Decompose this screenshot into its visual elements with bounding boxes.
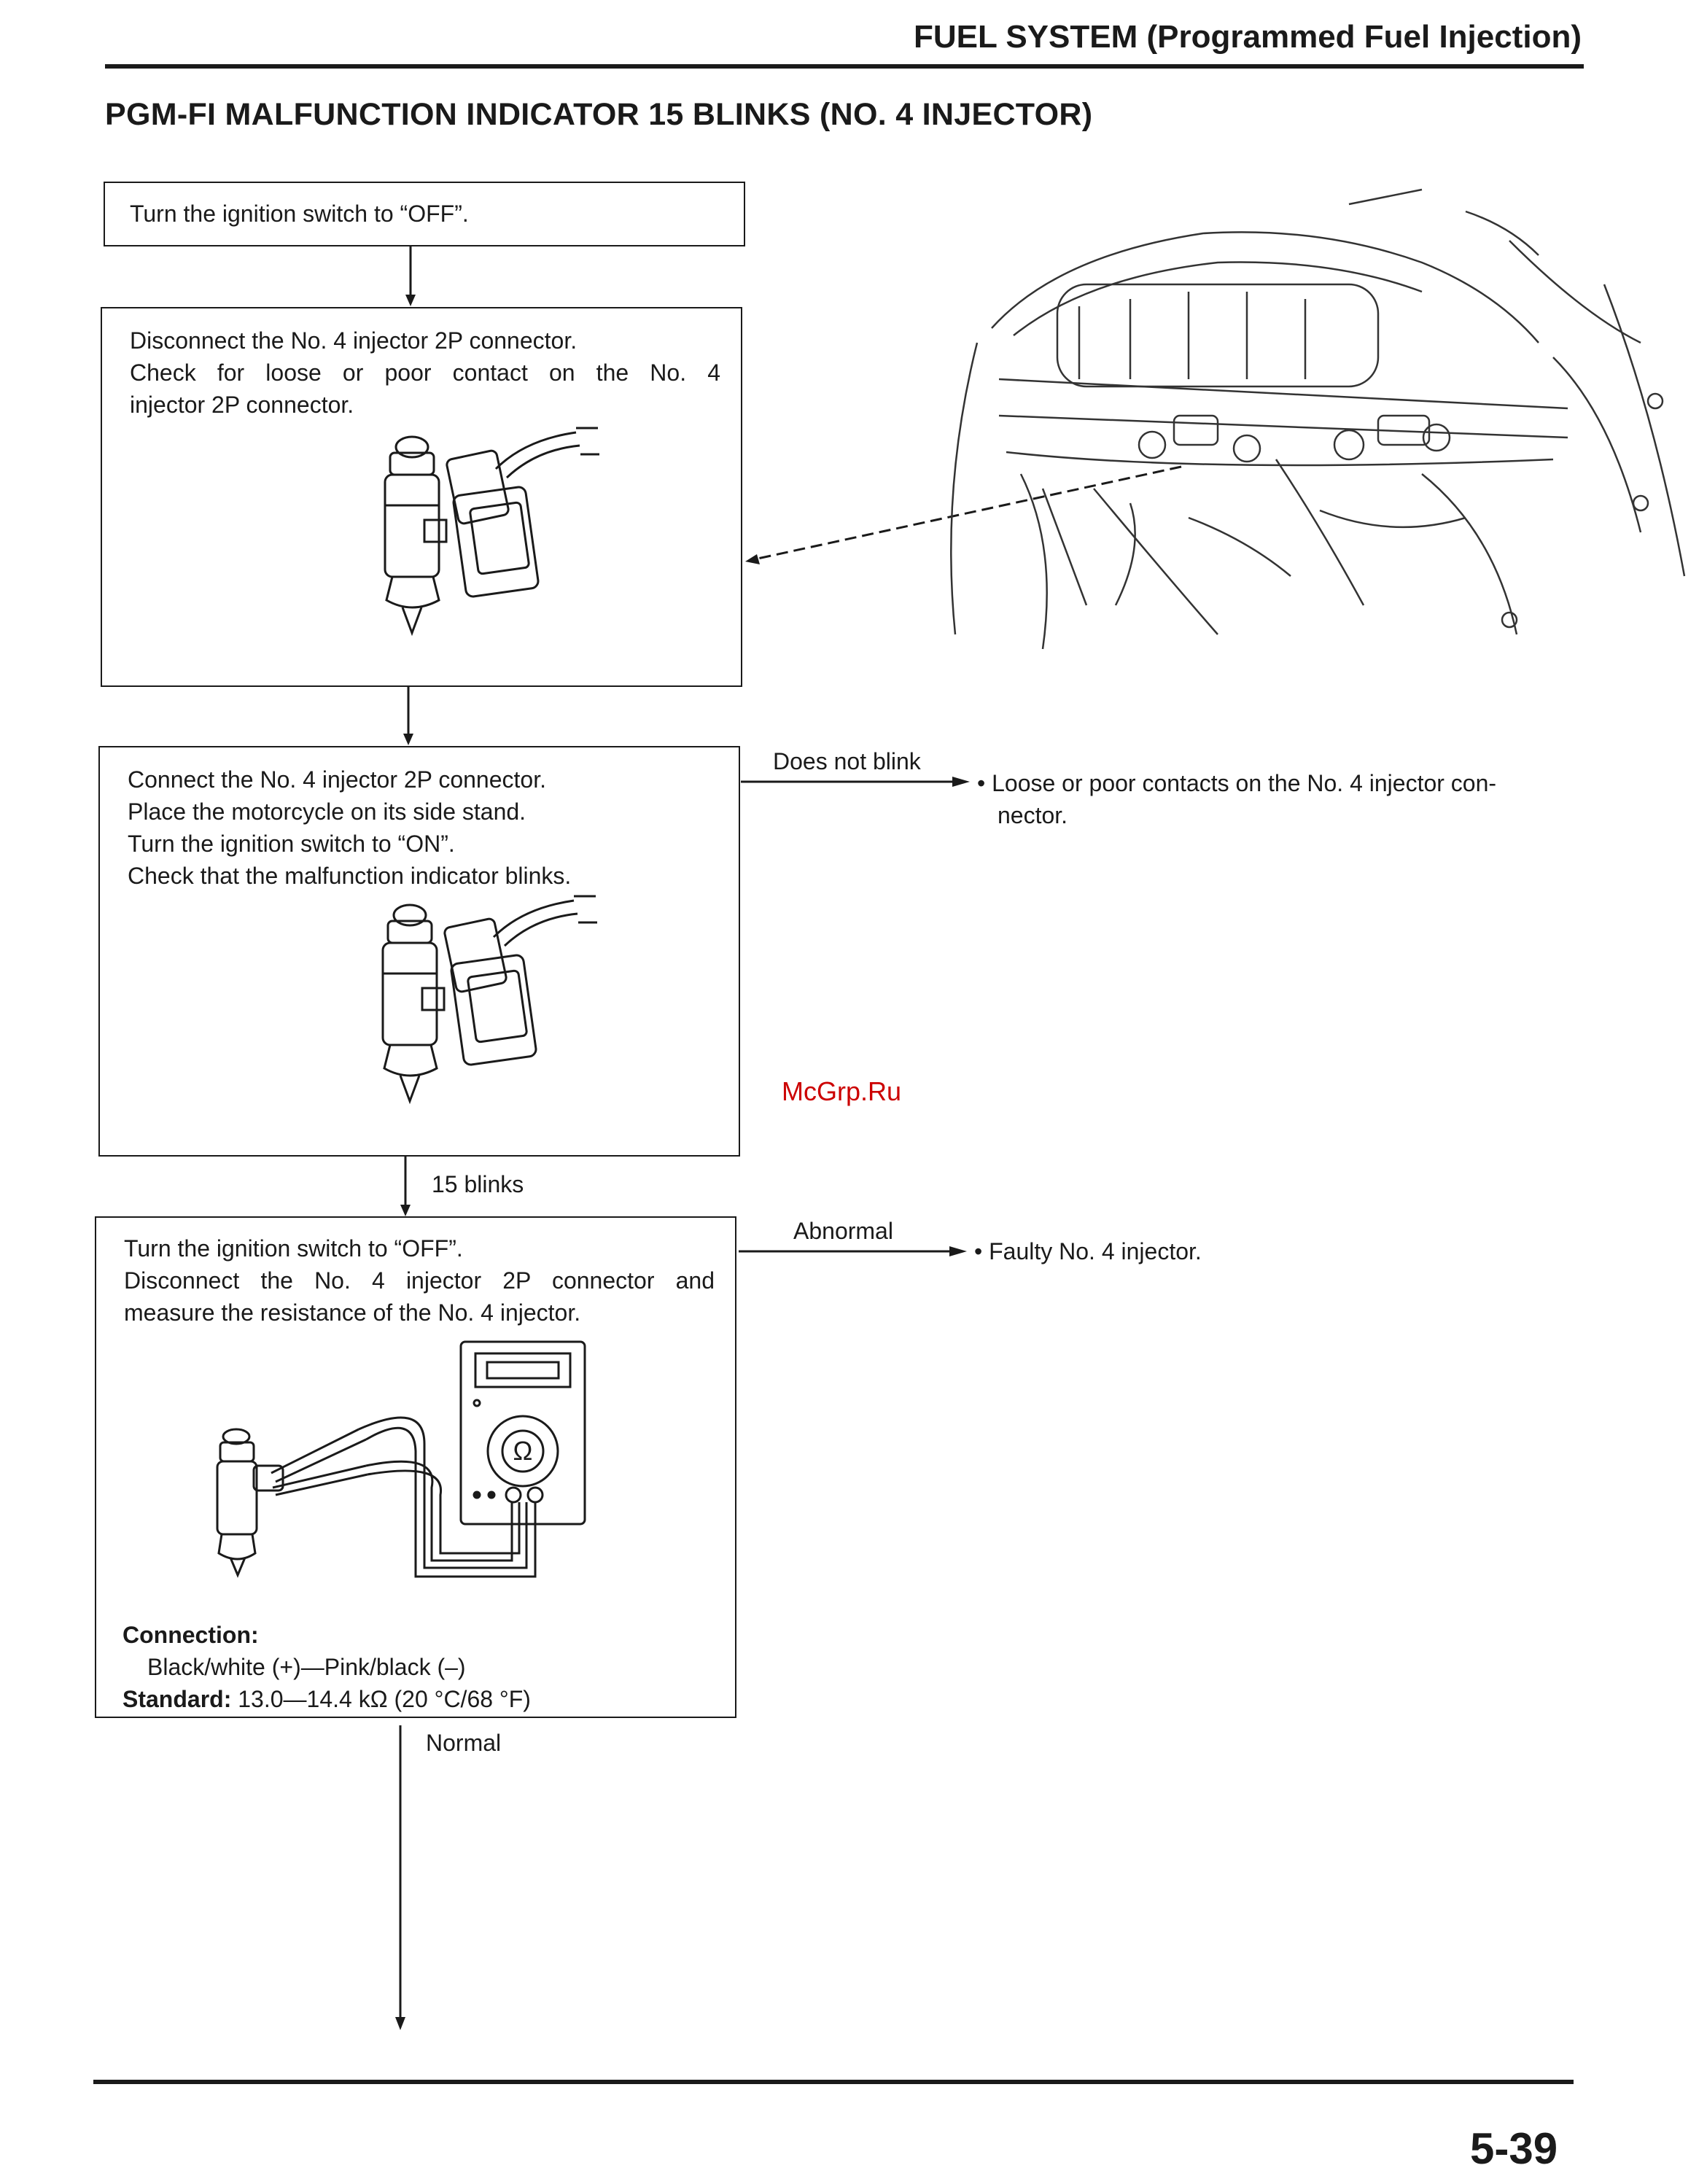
step-4-line-2: Disconnect the No. 4 injector 2P connector and bbox=[124, 1267, 715, 1294]
step-box-1 bbox=[104, 182, 745, 246]
result-loose-contacts-line-2: nector. bbox=[998, 802, 1068, 828]
step-3-line-4: Check that the malfunction indicator blinks. bbox=[128, 863, 572, 889]
connection-label: Connection: bbox=[123, 1622, 259, 1648]
branch-label-abnormal: Abnormal bbox=[793, 1218, 893, 1244]
branch-label-does-not-blink: Does not blink bbox=[773, 748, 921, 774]
result-loose-contacts-line-1: Loose or poor contacts on the No. 4 injector con- bbox=[992, 770, 1497, 796]
arrow-head-does-not-blink bbox=[952, 777, 970, 787]
step-3-line-2: Place the motorcycle on its side stand. bbox=[128, 798, 526, 825]
measurement-spec bbox=[123, 1619, 531, 1715]
step-box-2 bbox=[101, 307, 742, 687]
step-2-line-2: Check for loose or poor contact on the No. 4 bbox=[130, 360, 720, 386]
step-3-line-1: Connect the No. 4 injector 2P connector. bbox=[128, 766, 546, 793]
injector-connector-illustration-1 bbox=[357, 425, 605, 673]
step-2-line-3: injector 2P connector. bbox=[130, 392, 354, 418]
standard-label: Standard: bbox=[123, 1686, 232, 1712]
branch-label-normal: Normal bbox=[426, 1730, 502, 1756]
footer-rule bbox=[93, 2080, 1574, 2084]
step-box-4 bbox=[95, 1216, 736, 1718]
bullet: • bbox=[974, 1238, 989, 1264]
engine-illustration bbox=[911, 197, 1706, 671]
step-1-text: Turn the ignition switch to “OFF”. bbox=[130, 201, 469, 227]
arrow-head-1-2 bbox=[405, 295, 416, 306]
standard-value: 13.0—14.4 kΩ (20 °C/68 °F) bbox=[238, 1686, 531, 1712]
result-loose-contacts bbox=[977, 767, 1590, 831]
result-faulty-injector bbox=[974, 1235, 1202, 1267]
watermark: McGrp.Ru bbox=[782, 1076, 902, 1106]
step-2-line-1: Disconnect the No. 4 injector 2P connector. bbox=[130, 327, 578, 354]
arrow-head-2-3 bbox=[403, 734, 413, 745]
page-number: 5-39 bbox=[1470, 2124, 1558, 2173]
result-faulty-injector-text: Faulty No. 4 injector. bbox=[989, 1238, 1202, 1264]
bullet: • bbox=[977, 770, 992, 796]
page-title: PGM-FI MALFUNCTION INDICATOR 15 BLINKS (NO. 4 INJECTOR) bbox=[105, 97, 1093, 132]
arrow-head-abnormal bbox=[949, 1246, 967, 1256]
leader-arrow-head bbox=[745, 554, 760, 564]
step-4-line-3: measure the resistance of the No. 4 injector. bbox=[124, 1299, 581, 1326]
ohm-symbol: Ω bbox=[513, 1436, 533, 1466]
step-3-line-3: Turn the ignition switch to “ON”. bbox=[128, 831, 455, 857]
arrow-head-normal bbox=[395, 2017, 405, 2030]
injector-connector-illustration-2 bbox=[355, 893, 603, 1141]
arrow-head-3-4 bbox=[400, 1205, 411, 1216]
step-box-3 bbox=[98, 746, 740, 1157]
connection-value: Black/white (+)—Pink/black (–) bbox=[147, 1654, 466, 1680]
section-name: FUEL SYSTEM bbox=[914, 19, 1138, 55]
section-subtitle: (Programmed Fuel Injection) bbox=[1146, 19, 1582, 55]
branch-label-15-blinks: 15 blinks bbox=[432, 1171, 524, 1197]
step-4-line-1: Turn the ignition switch to “OFF”. bbox=[124, 1235, 463, 1262]
multimeter-illustration bbox=[206, 1342, 701, 1604]
